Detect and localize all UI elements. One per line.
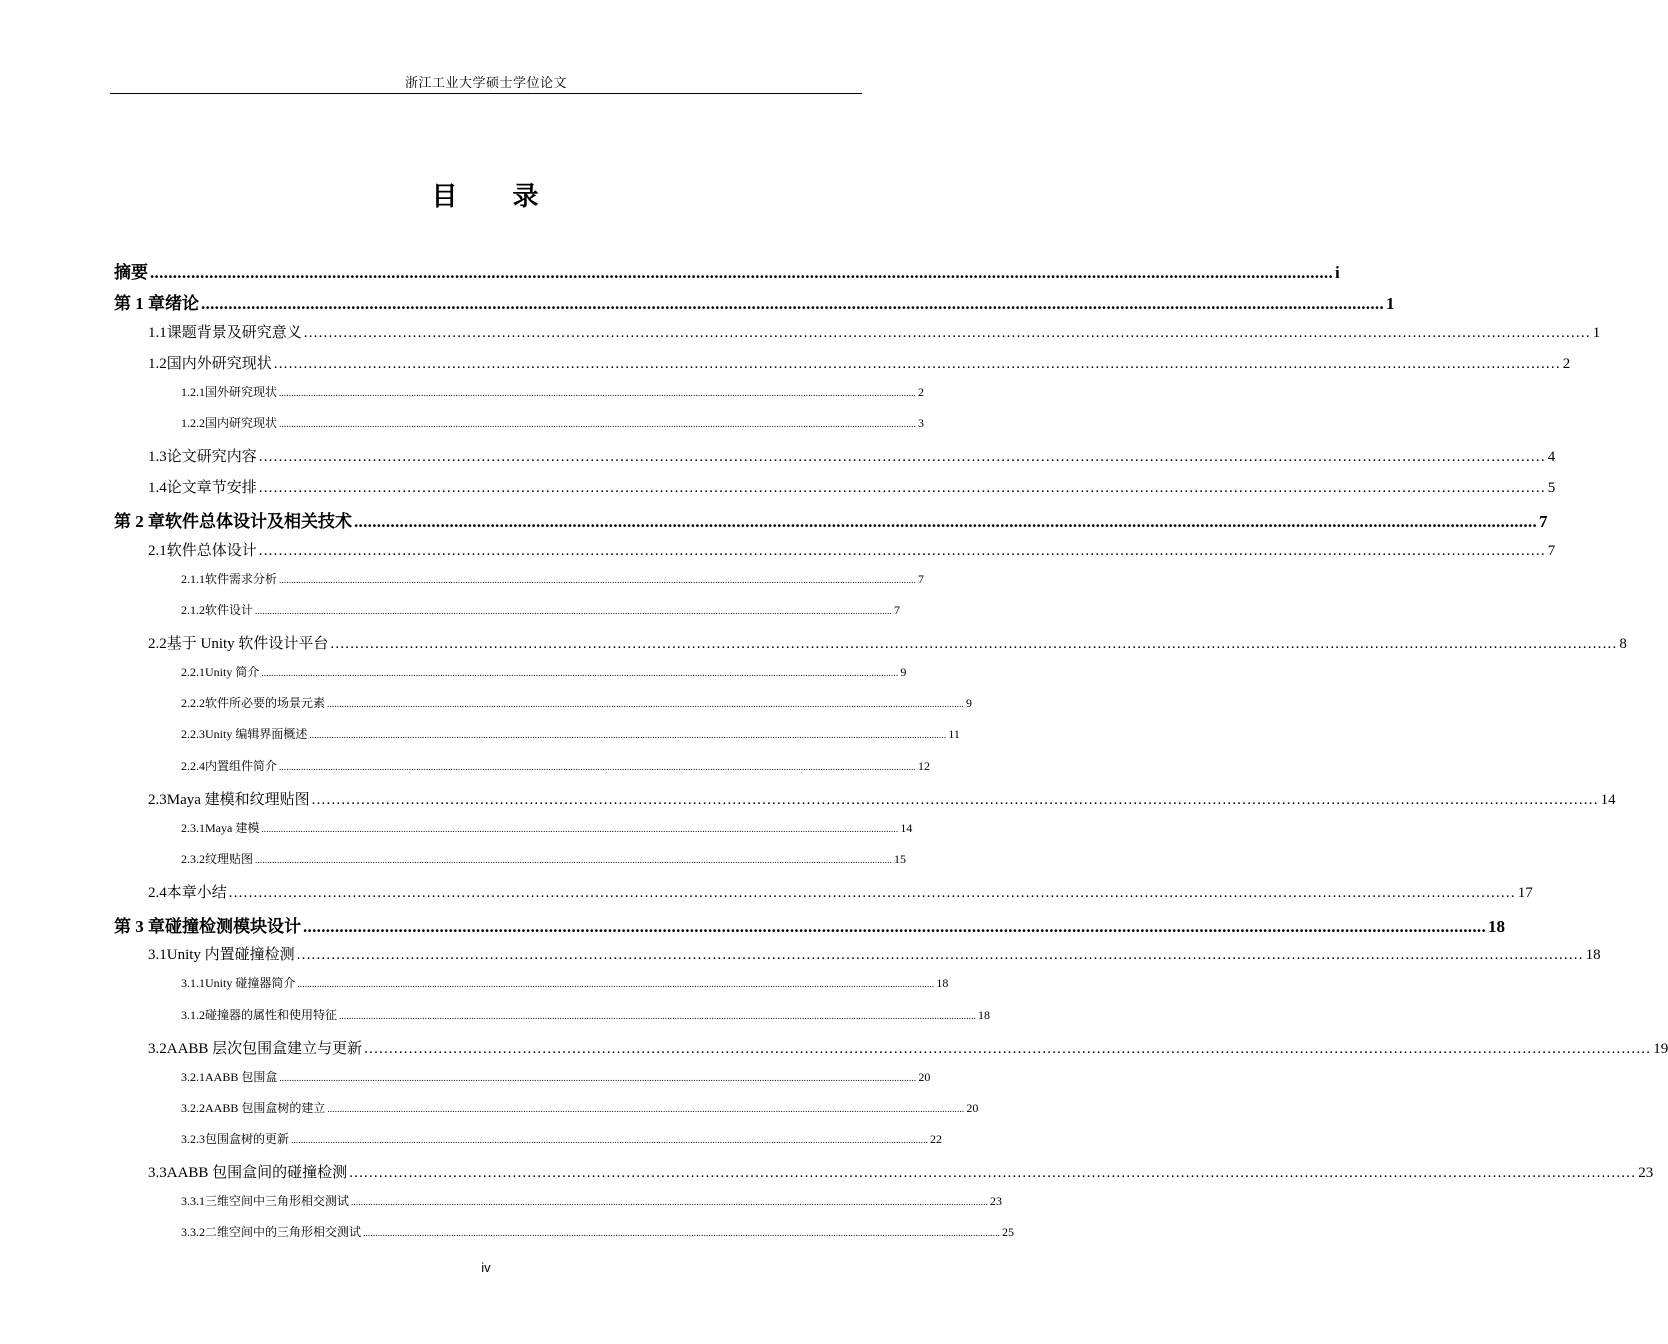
toc-dot-leader: .................................................................................................................................................................................................................................................................... bbox=[279, 762, 917, 772]
toc-entry-page: 20 bbox=[966, 1101, 979, 1115]
toc-entry-title: 三维空间中三角形相交测试 bbox=[205, 1194, 350, 1208]
toc-entry-chapter[interactable] bbox=[114, 258, 1340, 283]
header-rule bbox=[110, 93, 862, 94]
page-title: 目 录 bbox=[431, 182, 541, 212]
toc-entry-number: 3.3.1 bbox=[181, 1194, 205, 1208]
toc-entry-number: 2.2.1 bbox=[181, 665, 205, 679]
toc-dot-leader: .................................................................................................................................................................................................................................................................... bbox=[339, 1011, 977, 1021]
toc-entry-sub[interactable] bbox=[181, 1130, 943, 1147]
toc-entry-chapter[interactable] bbox=[114, 912, 1505, 937]
toc-entry-section[interactable] bbox=[148, 352, 1571, 373]
toc-entry-number: 2.1 bbox=[148, 543, 167, 559]
toc-entry-title: AABB 包围盒 bbox=[205, 1070, 278, 1084]
toc-dot-leader: .................................................................................................................................................................................................................................................................... bbox=[303, 917, 1486, 936]
toc-entry-number: 1.1 bbox=[148, 325, 167, 341]
toc-dot-leader: .................................................................................................................................................................................................................................................................... bbox=[258, 449, 1546, 465]
toc-dot-leader: .................................................................................................................................................................................................................................................................... bbox=[261, 668, 899, 678]
toc-entry-page: 18 bbox=[936, 976, 949, 990]
toc-entry-page: 5 bbox=[1547, 480, 1556, 496]
toc-entry-section[interactable] bbox=[148, 881, 1533, 902]
toc-entry-sub[interactable] bbox=[181, 819, 913, 836]
toc-entry-title: 包围盒树的更新 bbox=[205, 1132, 290, 1146]
toc-entry-number: 3.1 bbox=[148, 947, 167, 963]
toc-entry-title: 软件设计 bbox=[205, 603, 254, 617]
toc-entry-number: 2.4 bbox=[148, 885, 167, 901]
toc-entry-page: 18 bbox=[1488, 917, 1505, 936]
toc-dot-leader: .................................................................................................................................................................................................................................................................... bbox=[364, 1041, 1652, 1057]
toc-entry-number: 1.2.1 bbox=[181, 385, 205, 399]
toc-entry-page: 11 bbox=[948, 727, 960, 741]
toc-dot-leader: .................................................................................................................................................................................................................................................................... bbox=[258, 480, 1546, 496]
toc-dot-leader: .................................................................................................................................................................................................................................................................... bbox=[279, 1073, 917, 1083]
page-number: iv bbox=[481, 1260, 491, 1275]
toc-dot-leader: .................................................................................................................................................................................................................................................................... bbox=[354, 512, 1537, 531]
toc-entry-title: 绪论 bbox=[165, 294, 199, 313]
toc-entry-title: 本章小结 bbox=[166, 885, 227, 901]
toc-entry-number: 3.2.2 bbox=[181, 1101, 205, 1115]
toc-entry-number: 3.2 bbox=[148, 1041, 167, 1057]
toc-entry-section[interactable] bbox=[148, 943, 1601, 964]
toc-entry-page: 12 bbox=[918, 759, 931, 773]
toc-entry-title: 软件需求分析 bbox=[205, 572, 278, 586]
toc-dot-leader: .................................................................................................................................................................................................................................................................... bbox=[330, 636, 1618, 652]
toc-entry-page: 9 bbox=[966, 696, 973, 710]
toc-entry-number: 第 3 章 bbox=[114, 917, 165, 936]
toc-entry-page: 7 bbox=[1547, 543, 1556, 559]
toc-entry-page: 3 bbox=[918, 416, 925, 430]
toc-entry-page: 1 bbox=[1592, 325, 1601, 341]
toc-entry-page: 8 bbox=[1619, 636, 1627, 652]
toc-entry-title: 基于 Unity 软件设计平台 bbox=[166, 636, 329, 652]
toc-entry-number: 3.1.2 bbox=[181, 1008, 205, 1022]
toc-entry-number: 2.2.2 bbox=[181, 696, 205, 710]
toc-entry-sub[interactable] bbox=[181, 1192, 1003, 1209]
toc-dot-leader: .................................................................................................................................................................................................................................................................... bbox=[279, 388, 917, 398]
toc-dot-leader: .................................................................................................................................................................................................................................................................... bbox=[309, 730, 947, 740]
toc-entry-title: Unity 内置碰撞检测 bbox=[166, 947, 295, 963]
toc-entry-title: 碰撞检测模块设计 bbox=[165, 917, 301, 936]
toc-dot-leader: .................................................................................................................................................................................................................................................................... bbox=[279, 419, 917, 429]
toc-dot-leader: .................................................................................................................................................................................................................................................................... bbox=[297, 979, 935, 989]
toc-entry-section[interactable] bbox=[148, 476, 1556, 497]
toc-dot-leader: .................................................................................................................................................................................................................................................................... bbox=[296, 947, 1584, 963]
toc-entry-number: 2.3.2 bbox=[181, 852, 205, 866]
toc-dot-leader: .................................................................................................................................................................................................................................................................... bbox=[150, 263, 1333, 282]
toc-entry-number: 3.3.2 bbox=[181, 1225, 205, 1239]
toc-entry-page: 1 bbox=[1386, 294, 1395, 313]
toc-entry-sub[interactable] bbox=[181, 663, 907, 680]
toc-entry-page: 7 bbox=[918, 572, 925, 586]
toc-entry-page: 20 bbox=[918, 1070, 931, 1084]
toc-entry-title: 二维空间中的三角形相交测试 bbox=[205, 1225, 362, 1239]
toc-dot-leader: .................................................................................................................................................................................................................................................................... bbox=[258, 543, 1546, 559]
toc-entry-section[interactable] bbox=[148, 321, 1601, 342]
toc-entry-title: Maya 建模 bbox=[205, 821, 260, 835]
toc-entry-number: 2.2.3 bbox=[181, 727, 205, 741]
toc-entry-title: 软件总体设计 bbox=[166, 543, 257, 559]
toc-entry-number: 2.1.2 bbox=[181, 603, 205, 617]
toc-dot-leader: .................................................................................................................................................................................................................................................................... bbox=[279, 575, 917, 585]
toc-dot-leader: .................................................................................................................................................................................................................................................................... bbox=[201, 294, 1384, 313]
toc-entry-sub[interactable] bbox=[181, 1068, 931, 1085]
toc-entry-sub[interactable] bbox=[181, 601, 901, 618]
toc-entry-number: 3.2.1 bbox=[181, 1070, 205, 1084]
toc-entry-title: Unity 简介 bbox=[205, 665, 260, 679]
toc-dot-leader: .................................................................................................................................................................................................................................................................... bbox=[255, 855, 893, 865]
toc-entry-title: 国外研究现状 bbox=[205, 385, 278, 399]
toc-entry-section[interactable] bbox=[148, 539, 1556, 560]
toc-entry-title: Maya 建模和纹理贴图 bbox=[166, 792, 310, 808]
toc-entry-number: 1.2 bbox=[148, 356, 167, 372]
toc-entry-number: 3.1.1 bbox=[181, 976, 205, 990]
toc-entry-page: 18 bbox=[1585, 947, 1601, 963]
toc-entry-number: 2.3.1 bbox=[181, 821, 205, 835]
toc-entry-chapter[interactable] bbox=[114, 289, 1395, 314]
toc-entry-title: 软件总体设计及相关技术 bbox=[165, 512, 352, 531]
toc-entry-section[interactable] bbox=[148, 788, 1616, 809]
toc-entry-sub[interactable] bbox=[181, 974, 949, 991]
toc-entry-sub[interactable] bbox=[181, 570, 925, 587]
toc-dot-leader: .................................................................................................................................................................................................................................................................... bbox=[261, 824, 899, 834]
toc-entry-page: 14 bbox=[900, 821, 913, 835]
toc-entry-title: 软件所必要的场景元素 bbox=[205, 696, 326, 710]
toc-entry-number: 2.3 bbox=[148, 792, 167, 808]
toc-dot-leader: .................................................................................................................................................................................................................................................................... bbox=[363, 1228, 1001, 1238]
toc-entry-sub[interactable] bbox=[181, 725, 960, 742]
toc-entry-page: 18 bbox=[978, 1008, 991, 1022]
toc-entry-page: 23 bbox=[990, 1194, 1003, 1208]
toc-entry-title: 国内外研究现状 bbox=[166, 356, 272, 372]
toc-entry-number: 3.3 bbox=[148, 1165, 167, 1181]
toc-entry-number: 第 2 章 bbox=[114, 512, 165, 531]
toc-entry-sub[interactable] bbox=[181, 383, 925, 400]
toc-entry-page: 17 bbox=[1517, 885, 1533, 901]
toc-entry-sub[interactable] bbox=[181, 1099, 979, 1116]
toc-entry-title: Unity 编辑界面概述 bbox=[205, 727, 308, 741]
toc-entry-page: 9 bbox=[900, 665, 907, 679]
toc-entry-number: 1.3 bbox=[148, 449, 167, 465]
toc-entry-page: 2 bbox=[1562, 356, 1571, 372]
toc-entry-title: Unity 碰撞器简介 bbox=[205, 976, 296, 990]
toc-entry-page: 25 bbox=[1002, 1225, 1015, 1239]
toc-dot-leader: .................................................................................................................................................................................................................................................................... bbox=[327, 699, 965, 709]
toc-entry-page: 23 bbox=[1638, 1165, 1654, 1181]
toc-entry-page: 14 bbox=[1600, 792, 1616, 808]
toc-dot-leader: .................................................................................................................................................................................................................................................................... bbox=[351, 1197, 989, 1207]
toc-entry-sub[interactable] bbox=[181, 414, 925, 431]
toc-entry-title: 论文研究内容 bbox=[166, 449, 257, 465]
toc-entry-sub[interactable] bbox=[181, 850, 907, 867]
toc-dot-leader: .................................................................................................................................................................................................................................................................... bbox=[303, 325, 1591, 341]
toc-entry-section[interactable] bbox=[148, 632, 1627, 653]
toc-entry-number: 1.4 bbox=[148, 480, 167, 496]
toc-entry-title: AABB 包围盒间的碰撞检测 bbox=[166, 1165, 348, 1181]
toc-entry-page: 15 bbox=[894, 852, 907, 866]
toc-dot-leader: .................................................................................................................................................................................................................................................................... bbox=[327, 1104, 965, 1114]
running-header: 浙江工业大学硕士学位论文 bbox=[404, 75, 567, 90]
toc-entry-number: 1.2.2 bbox=[181, 416, 205, 430]
toc-entry-number: 2.1.1 bbox=[181, 572, 205, 586]
toc-entry-sub[interactable] bbox=[181, 757, 931, 774]
toc-entry-title: 国内研究现状 bbox=[205, 416, 278, 430]
toc-entry-section[interactable] bbox=[148, 1161, 1654, 1182]
toc-entry-title: 碰撞器的属性和使用特征 bbox=[205, 1008, 338, 1022]
toc-entry-page: 4 bbox=[1547, 449, 1556, 465]
toc-entry-number: 第 1 章 bbox=[114, 294, 165, 313]
toc-dot-leader: .................................................................................................................................................................................................................................................................... bbox=[273, 356, 1561, 372]
toc-entry-section[interactable] bbox=[148, 1037, 1668, 1058]
toc-dot-leader: .................................................................................................................................................................................................................................................................... bbox=[349, 1165, 1637, 1181]
toc-dot-leader: .................................................................................................................................................................................................................................................................... bbox=[255, 606, 893, 616]
toc-entry-sub[interactable] bbox=[181, 694, 973, 711]
toc-entry-page: 7 bbox=[1539, 512, 1548, 531]
toc-entry-title: AABB 层次包围盒建立与更新 bbox=[166, 1041, 363, 1057]
toc-entry-title: AABB 包围盒树的建立 bbox=[205, 1101, 326, 1115]
toc-entry-page: i bbox=[1335, 263, 1340, 282]
toc-entry-number: 3.2.3 bbox=[181, 1132, 205, 1146]
toc-entry-page: 22 bbox=[930, 1132, 943, 1146]
toc-entry-title: 纹理贴图 bbox=[205, 852, 254, 866]
toc-entry-number: 2.2.4 bbox=[181, 759, 205, 773]
toc-entry-chapter[interactable] bbox=[114, 507, 1548, 532]
toc-entry-title: 课题背景及研究意义 bbox=[166, 325, 302, 341]
toc-dot-leader: .................................................................................................................................................................................................................................................................... bbox=[291, 1135, 929, 1145]
toc-entry-sub[interactable] bbox=[181, 1223, 1015, 1240]
toc-dot-leader: .................................................................................................................................................................................................................................................................... bbox=[228, 885, 1516, 901]
toc-entry-page: 19 bbox=[1653, 1041, 1668, 1057]
toc-entry-page: 7 bbox=[894, 603, 901, 617]
toc-entry-title: 摘要 bbox=[114, 263, 148, 282]
toc-entry-title: 内置组件简介 bbox=[205, 759, 278, 773]
toc-entry-sub[interactable] bbox=[181, 1006, 991, 1023]
toc-entry-number: 2.2 bbox=[148, 636, 167, 652]
toc-entry-title: 论文章节安排 bbox=[166, 480, 257, 496]
toc-entry-page: 2 bbox=[918, 385, 925, 399]
toc-entry-section[interactable] bbox=[148, 445, 1556, 466]
toc-dot-leader: .................................................................................................................................................................................................................................................................... bbox=[311, 792, 1599, 808]
